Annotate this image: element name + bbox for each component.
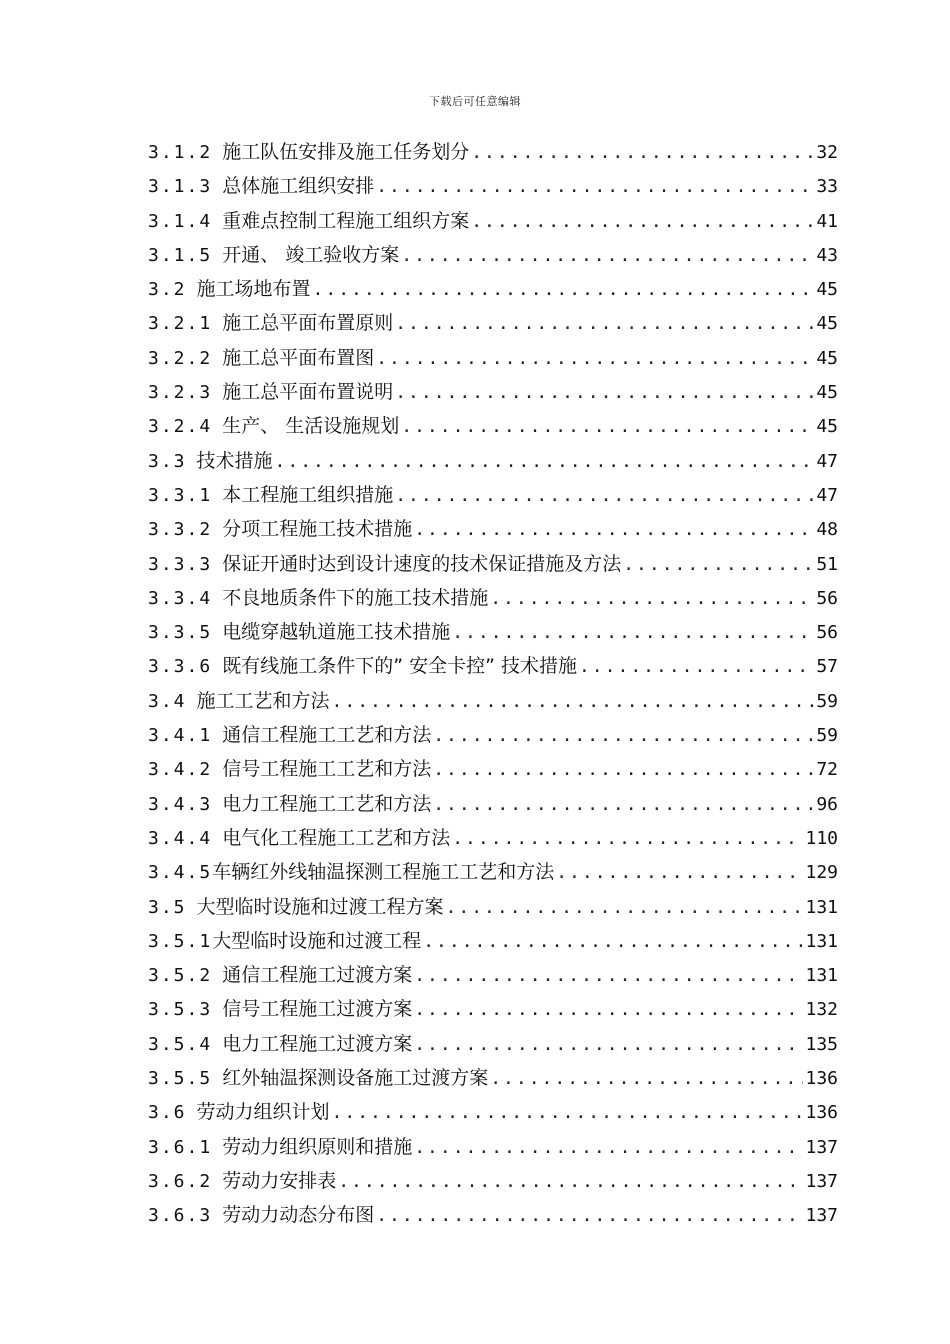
toc-dot-leader <box>452 822 803 856</box>
toc-dot-leader <box>376 342 814 376</box>
toc-entry[interactable] <box>148 478 838 512</box>
toc-entry-title: 施工场地布置 <box>196 278 311 301</box>
toc-entry-page-number: 41 <box>816 210 838 232</box>
toc-entry[interactable] <box>148 306 838 340</box>
toc-entry-page-number: 45 <box>816 382 838 404</box>
toc-entry-number: 3.5.1 <box>148 930 213 952</box>
toc-entry-page-number: 96 <box>816 793 838 815</box>
toc-entry[interactable] <box>148 718 838 752</box>
toc-entry-title: 施工队伍安排及施工任务划分 <box>222 141 470 163</box>
toc-dot-leader <box>623 548 814 582</box>
toc-entry-title: 劳动力动态分布图 <box>222 1204 375 1227</box>
toc-entry-number: 3.3.5 <box>148 622 213 644</box>
toc-entry-number: 3.4 <box>148 690 187 712</box>
page-header: 下载后可任意编辑 <box>429 95 521 108</box>
toc-entry[interactable] <box>148 1130 838 1164</box>
toc-dot-leader <box>376 170 814 204</box>
toc-entry-number: 3.1.4 <box>148 210 213 232</box>
toc-entry-page-number: 129 <box>805 862 838 884</box>
toc-entry-number: 3.3 <box>148 450 187 472</box>
toc-entry[interactable] <box>148 924 838 958</box>
toc-entry-number: 3.2.1 <box>148 313 213 335</box>
toc-entry-page-number: 56 <box>816 587 838 609</box>
toc-entry-title: 本工程施工组织措施 <box>222 483 394 506</box>
toc-entry-title: 生产、 生活设施规划 <box>222 415 400 438</box>
toc-entry-number: 3.1.5 <box>148 244 213 266</box>
toc-dot-leader <box>446 891 804 925</box>
toc-entry[interactable] <box>148 238 838 272</box>
toc-entry-title: 通信工程施工过渡方案 <box>222 964 413 987</box>
toc-entry-number: 3.6.2 <box>148 1170 213 1192</box>
toc-entry[interactable] <box>148 1198 838 1232</box>
toc-entry-page-number: 137 <box>805 1136 838 1158</box>
toc-dot-leader <box>579 650 814 684</box>
toc-entry-page-number: 131 <box>805 896 838 918</box>
toc-entry-number: 3.1.3 <box>148 176 213 198</box>
toc-entry-title: 不良地质条件下的施工技术措施 <box>222 586 489 609</box>
toc-entry-page-number: 131 <box>805 930 838 952</box>
toc-dot-leader <box>401 239 814 273</box>
toc-entry[interactable] <box>148 1095 838 1129</box>
toc-entry-title: 车辆红外线轴温探测工程施工工艺和方法 <box>212 861 555 884</box>
toc-entry-title: 红外轴温探测设备施工过渡方案 <box>222 1067 489 1090</box>
toc-entry-number: 3.4.3 <box>148 793 213 815</box>
toc-entry[interactable] <box>148 581 838 615</box>
toc-entry-page-number: 48 <box>816 519 838 541</box>
toc-entry-page-number: 59 <box>816 690 838 712</box>
toc-entry-number: 3.1.2 <box>148 142 213 163</box>
toc-entry[interactable] <box>148 649 838 683</box>
toc-entry-page-number: 72 <box>816 759 838 781</box>
toc-entry[interactable] <box>148 890 838 924</box>
toc-dot-leader <box>395 376 814 410</box>
toc-entry-number: 3.2 <box>148 279 187 301</box>
toc-entry[interactable] <box>148 272 838 306</box>
toc-entry[interactable] <box>148 1164 838 1198</box>
toc-dot-leader <box>401 410 814 444</box>
toc-entry-number: 3.3.6 <box>148 656 213 678</box>
toc-entry-title: 既有线施工条件下的” 安全卡控” 技术措施 <box>222 655 577 678</box>
toc-entry-page-number: 136 <box>805 1102 838 1124</box>
toc-entry[interactable] <box>148 1061 838 1095</box>
toc-entry-title: 信号工程施工过渡方案 <box>222 998 413 1021</box>
toc-entry[interactable] <box>148 615 838 649</box>
toc-entry-title: 施工工艺和方法 <box>196 689 330 712</box>
toc-entry-title: 开通、 竣工验收方案 <box>222 243 400 266</box>
toc-entry-number: 3.6.3 <box>148 1205 213 1227</box>
toc-entry-number: 3.6.1 <box>148 1136 213 1158</box>
toc-entry[interactable] <box>148 409 838 443</box>
toc-entry-number: 3.3.3 <box>148 553 213 575</box>
toc-entry-title: 大型临时设施和过渡工程 <box>212 929 422 952</box>
toc-dot-leader <box>471 205 814 239</box>
toc-entry-number: 3.4.5 <box>148 862 213 884</box>
toc-entry-page-number: 135 <box>805 1033 838 1055</box>
toc-entry-number: 3.5.3 <box>148 999 213 1021</box>
toc-entry-number: 3.3.2 <box>148 519 213 541</box>
toc-entry[interactable] <box>148 752 838 786</box>
toc-entry-page-number: 45 <box>816 347 838 369</box>
toc-entry-number: 3.2.2 <box>148 347 213 369</box>
toc-dot-leader <box>556 856 803 890</box>
toc-entry[interactable] <box>148 444 838 478</box>
toc-entry-page-number: 32 <box>816 142 838 163</box>
toc-dot-leader <box>376 1199 803 1233</box>
toc-entry-title: 技术措施 <box>196 449 273 472</box>
toc-entry-number: 3.4.1 <box>148 725 213 747</box>
toc-entry-title: 劳动力组织计划 <box>196 1101 330 1124</box>
toc-entry-page-number: 132 <box>805 999 838 1021</box>
toc-entry-title: 施工总平面布置说明 <box>222 381 394 404</box>
toc-entry-number: 3.5.4 <box>148 1033 213 1055</box>
toc-entry[interactable] <box>148 169 838 203</box>
toc-dot-leader <box>395 479 814 513</box>
toc-entry[interactable] <box>148 821 838 855</box>
toc-entry-page-number: 59 <box>816 725 838 747</box>
toc-entry-page-number: 137 <box>805 1170 838 1192</box>
toc-entry-page-number: 47 <box>816 450 838 472</box>
toc-entry-number: 3.2.3 <box>148 382 213 404</box>
toc-entry[interactable] <box>148 684 838 718</box>
toc-entry-title: 电力工程施工工艺和方法 <box>222 792 432 815</box>
toc-entry-page-number: 45 <box>816 416 838 438</box>
toc-entry-page-number: 136 <box>805 1068 838 1090</box>
toc-dot-leader <box>433 753 814 787</box>
table-of-contents <box>148 135 838 1233</box>
toc-dot-leader <box>452 616 814 650</box>
toc-entry-number: 3.4.4 <box>148 827 213 849</box>
toc-dot-leader <box>471 136 814 170</box>
toc-entry[interactable] <box>148 512 838 546</box>
toc-entry-page-number: 45 <box>816 279 838 301</box>
toc-entry-number: 3.5 <box>148 896 187 918</box>
toc-entry-page-number: 137 <box>805 1205 838 1227</box>
toc-entry-title: 总体施工组织安排 <box>222 175 375 198</box>
toc-dot-leader <box>414 1131 803 1165</box>
toc-entry-title: 劳动力组织原则和措施 <box>222 1135 413 1158</box>
toc-entry-title: 信号工程施工工艺和方法 <box>222 758 432 781</box>
toc-entry-title: 施工总平面布置原则 <box>222 312 394 335</box>
toc-entry[interactable] <box>148 1027 838 1061</box>
toc-entry-title: 通信工程施工工艺和方法 <box>222 724 432 747</box>
toc-entry-number: 3.2.4 <box>148 416 213 438</box>
toc-entry-title: 保证开通时达到设计速度的技术保证措施及方法 <box>222 552 622 575</box>
toc-entry-title: 分项工程施工技术措施 <box>222 518 413 541</box>
toc-dot-leader <box>423 925 803 959</box>
toc-entry[interactable] <box>148 958 838 992</box>
toc-dot-leader <box>414 1028 803 1062</box>
toc-entry-title: 劳动力安排表 <box>222 1169 337 1192</box>
toc-dot-leader <box>332 1096 804 1130</box>
toc-dot-leader <box>414 993 803 1027</box>
toc-entry[interactable] <box>148 135 838 169</box>
toc-entry-number: 3.4.2 <box>148 759 213 781</box>
toc-entry-page-number: 43 <box>816 244 838 266</box>
toc-entry-page-number: 56 <box>816 622 838 644</box>
toc-entry-number: 3.3.4 <box>148 587 213 609</box>
toc-entry[interactable] <box>148 787 838 821</box>
toc-entry-page-number: 33 <box>816 176 838 198</box>
toc-dot-leader <box>433 719 814 753</box>
toc-entry-title: 电气化工程施工工艺和方法 <box>222 826 451 849</box>
toc-entry-page-number: 131 <box>805 965 838 987</box>
toc-entry[interactable] <box>148 341 838 375</box>
toc-entry-number: 3.3.1 <box>148 484 213 506</box>
toc-dot-leader <box>395 307 814 341</box>
toc-entry[interactable] <box>148 992 838 1026</box>
toc-entry[interactable] <box>148 547 838 581</box>
toc-dot-leader <box>490 582 814 616</box>
toc-entry-title: 施工总平面布置图 <box>222 346 375 369</box>
toc-entry-page-number: 110 <box>805 827 838 849</box>
toc-dot-leader <box>313 273 815 307</box>
toc-entry[interactable] <box>148 375 838 409</box>
toc-dot-leader <box>414 513 814 547</box>
toc-dot-leader <box>490 1062 803 1096</box>
toc-entry-page-number: 45 <box>816 313 838 335</box>
toc-dot-leader <box>433 788 814 822</box>
toc-entry-number: 3.5.2 <box>148 965 213 987</box>
toc-entry-title: 电力工程施工过渡方案 <box>222 1032 413 1055</box>
toc-entry-page-number: 47 <box>816 484 838 506</box>
toc-dot-leader <box>414 959 803 993</box>
toc-entry-title: 大型临时设施和过渡工程方案 <box>196 895 444 918</box>
toc-entry-title: 电缆穿越轨道施工技术措施 <box>222 621 451 644</box>
toc-entry-number: 3.6 <box>148 1102 187 1124</box>
toc-dot-leader <box>332 685 815 719</box>
toc-entry[interactable] <box>148 204 838 238</box>
toc-dot-leader <box>275 445 815 479</box>
toc-entry-title: 重难点控制工程施工组织方案 <box>222 209 470 232</box>
toc-dot-leader <box>338 1165 803 1199</box>
toc-entry-page-number: 57 <box>816 656 838 678</box>
toc-entry[interactable] <box>148 855 838 889</box>
toc-entry-page-number: 51 <box>816 553 838 575</box>
toc-entry-number: 3.5.5 <box>148 1068 213 1090</box>
